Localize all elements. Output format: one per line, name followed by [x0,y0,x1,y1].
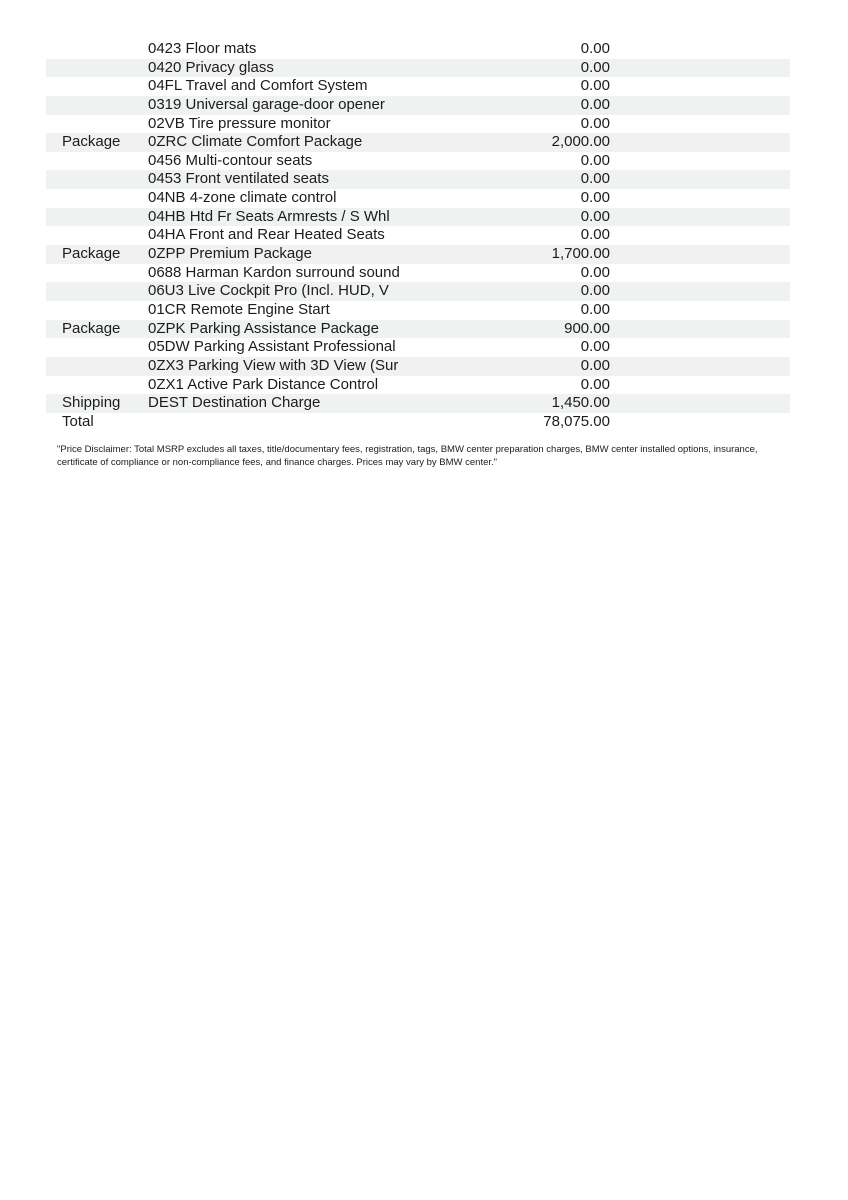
row-price: 0.00 [580,226,610,244]
row-category: Shipping [62,394,121,412]
row-item: 0423 Floor mats [148,40,257,57]
table-row [46,245,790,264]
row-price: 78,075.00 [543,412,610,430]
table-row [46,394,790,413]
row-item: 0420 Privacy glass [148,58,274,76]
table-row [46,115,790,134]
table-row [46,152,790,171]
row-item: 0ZX3 Parking View with 3D View (Sur [148,356,399,374]
row-category: Package [62,319,121,337]
table-row [46,264,790,283]
row-category: Package [62,133,121,151]
row-item: 0456 Multi-contour seats [148,151,313,169]
row-category: Total [62,412,94,430]
row-price: 0.00 [580,151,610,169]
row-price: 1,450.00 [551,394,610,412]
row-item: 0453 Front ventilated seats [148,170,329,188]
row-item: 0319 Universal garage-door opener [148,95,385,113]
table-row [46,133,790,152]
row-item: 0688 Harman Kardon surround sound [148,263,400,281]
table-row [46,357,790,376]
row-price: 0.00 [580,77,610,95]
table-row [46,77,790,96]
row-item: DEST Destination Charge [148,394,321,412]
row-category: Package [62,245,121,263]
table-row [46,59,790,78]
row-price: 0.00 [580,338,610,356]
row-item: 05DW Parking Assistant Professional [148,338,396,356]
row-item: 0ZPP Premium Package [148,245,312,263]
table-row [46,376,790,395]
row-item: 04HA Front and Rear Heated Seats [148,226,385,244]
row-price: 0.00 [580,170,610,188]
table-row [46,226,790,245]
row-item: 04NB 4-zone climate control [148,189,337,207]
price-disclaimer: "Price Disclaimer: Total MSRP excludes all taxes, title/documentary fees, registration, tags, BMW center preparation charges, BMW center installed options, insurance, certificate of compliance or non-compliance fees, and finance charges. Prices may vary by BMW center." [57,444,758,468]
table-row [46,301,790,320]
row-item: 0ZX1 Active Park Distance Control [148,375,379,393]
row-item: 02VB Tire pressure monitor [148,114,331,132]
row-item: 0ZRC Climate Comfort Package [148,133,363,151]
row-item: 04HB Htd Fr Seats Armrests / S Whl [148,207,390,225]
row-price: 0.00 [580,189,610,207]
row-price: 0.00 [580,282,610,300]
table-row [46,282,790,301]
table-row [46,96,790,115]
table-row [46,320,790,339]
table-row [46,208,790,227]
table-row [46,338,790,357]
table-row [46,170,790,189]
row-price: 2,000.00 [551,133,610,151]
row-price: 0.00 [580,375,610,393]
row-item: 0ZPK Parking Assistance Package [148,319,379,337]
options-table [46,40,790,431]
table-row [46,189,790,208]
row-price: 0.00 [580,95,610,113]
row-price: 0.00 [580,40,610,57]
table-row [46,413,790,432]
row-item: 01CR Remote Engine Start [148,300,330,318]
table-row [46,40,790,59]
row-price: 900.00 [564,319,610,337]
row-item: 06U3 Live Cockpit Pro (Incl. HUD, V [148,282,389,300]
row-price: 0.00 [580,263,610,281]
row-price: 0.00 [580,300,610,318]
row-price: 0.00 [580,58,610,76]
row-price: 0.00 [580,207,610,225]
row-price: 0.00 [580,114,610,132]
row-price: 1,700.00 [551,245,610,263]
row-price: 0.00 [580,356,610,374]
row-item: 04FL Travel and Comfort System [148,77,368,95]
